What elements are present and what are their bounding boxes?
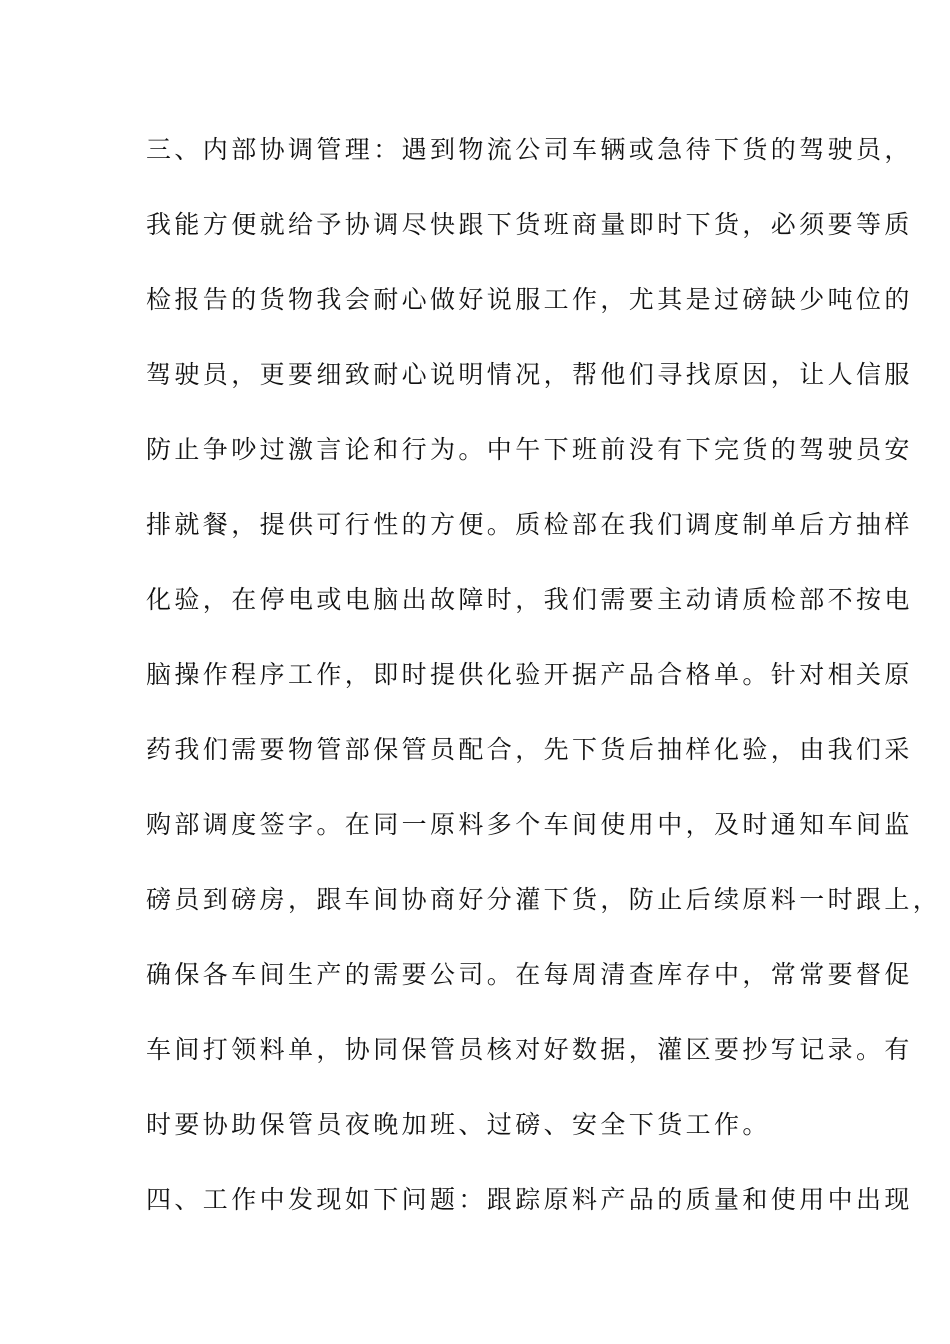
text-line: 防止争吵过激言论和行为。中午下班前没有下完货的驾驶员安 [146,435,913,464]
text-line: 车间打领料单，协同保管员核对好数据，灌区要抄写记录。有 [146,1035,913,1064]
text-line: 确保各车间生产的需要公司。在每周清查库存中，常常要督促 [146,960,913,989]
text-line: 检报告的货物我会耐心做好说服工作，尤其是过磅缺少吨位的 [146,285,913,314]
text-line: 排就餐，提供可行性的方便。质检部在我们调度制单后方抽样 [146,510,913,539]
text-line: 化验，在停电或电脑出故障时，我们需要主动请质检部不按电 [146,585,913,614]
text-line: 三、内部协调管理：遇到物流公司车辆或急待下货的驾驶员， [146,135,913,164]
text-line: 时要协助保管员夜晚加班、过磅、安全下货工作。 [146,1110,771,1139]
text-line: 药我们需要物管部保管员配合，先下货后抽样化验，由我们采 [146,735,913,764]
text-line: 我能方便就给予协调尽快跟下货班商量即时下货，必须要等质 [146,210,913,239]
text-line: 驾驶员，更要细致耐心说明情况，帮他们寻找原因，让人信服 [146,360,913,389]
text-line: 脑操作程序工作，即时提供化验开据产品合格单。针对相关原 [146,660,913,689]
document-body [146,128,942,1253]
text-line: 四、工作中发现如下问题：跟踪原料产品的质量和使用中出现 [146,1185,913,1214]
text-line: 磅员到磅房，跟车间协商好分灌下货，防止后续原料一时跟上， [146,885,942,914]
text-line: 购部调度签字。在同一原料多个车间使用中，及时通知车间监 [146,810,913,839]
